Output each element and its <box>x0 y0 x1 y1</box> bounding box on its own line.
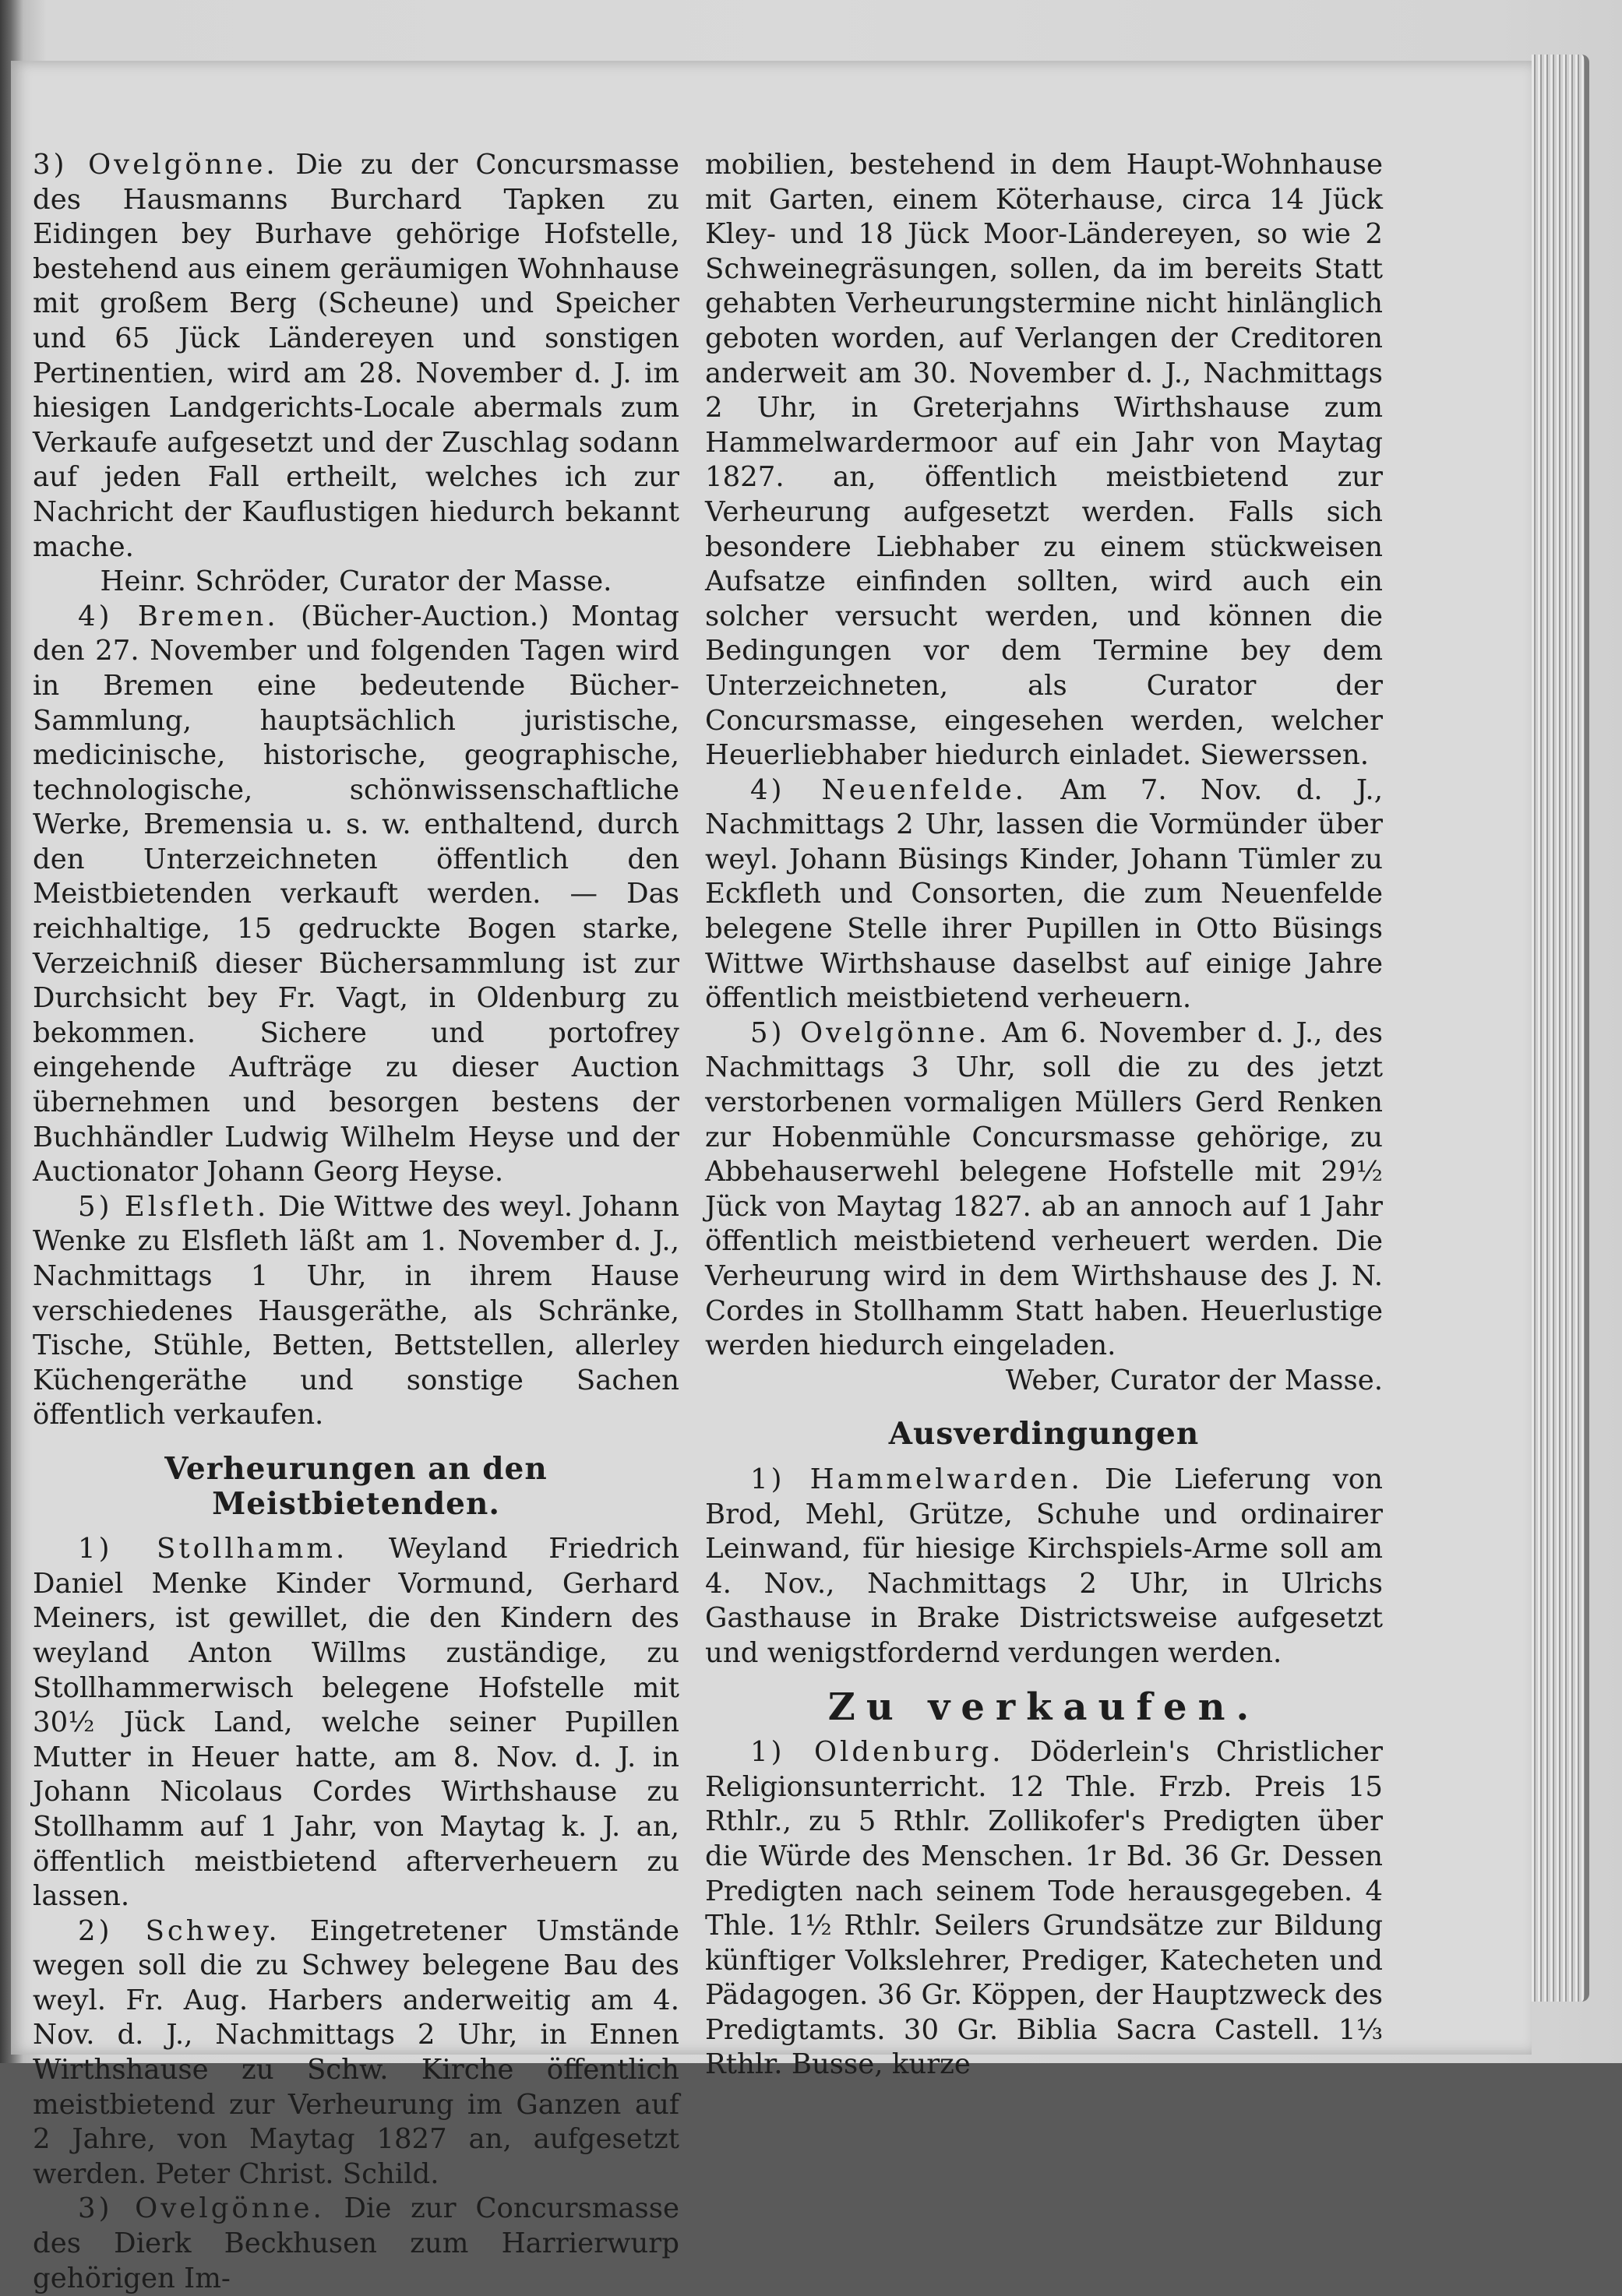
section-heading-zu-verkaufen: Zu verkaufen. <box>827 1685 1261 1729</box>
left-column <box>33 148 679 2296</box>
entry-elsfleth-5 <box>33 1190 679 1433</box>
signature: Heinr. Schröder, Curator der Masse. <box>100 565 612 598</box>
entry-text: (Bücher-Auction.) Montag den 27. November und folgenden Tagen wird in Bremen eine bedeutende Bücher-Sammlung, hauptsächlich juristische, medicinische, historische, geographische, technologische, schönwissenschaftliche Werke, Bremensia u. s. w. enthaltend, durch den Unterzeichneten öffentlich den Meistbietenden verkauft werden. — Das reichhaltige, 15 gedruckte Bogen starke, Verzeichniß dieser Büchersammlung ist zur Durchsicht bey Fr. Vagt, in Oldenburg zu bekommen. Sichere und portofrey eingehende Aufträge zu dieser Auction übernehmen und besorgen bestens der Buchhändler Ludwig Wilhelm Heyse und der Auctionator Johann Georg Heyse. <box>33 600 679 1188</box>
entry-neuenfelde-4 <box>705 773 1383 1016</box>
entry-place: 1) Stollhamm. <box>78 1533 348 1565</box>
entry-place: 5) Ovelgönne. <box>750 1016 990 1049</box>
entry-text: Am 6. November d. J., des Nachmittags 3 Uhr, soll die zu des jetzt verstorbenen vormaligen Müllers Gerd Renken zur Hobenmühle Concursmasse gehörige, zu Abbehauserwehl belegene Hofstelle mit 29½ Jück von Maytag 1827. ab an annoch auf 1 Jahr öffentlich meistbietend verheuert werden. Die Verheurung wird in dem Wirthshause des J. N. Cordes in Stollhamm Statt haben. Heuerlustige werden hiedurch eingeladen. <box>705 1016 1383 1362</box>
entry-ovelgoenne-3b <box>33 2192 679 2296</box>
entry-text: Weyland Friedrich Daniel Menke Kinder Vormund, Gerhard Meiners, ist gewillet, die den Kindern des weyland Anton Willms zuständige, zu Stollhammerwisch belegene Hofstelle mit 30½ Jück Land, welche seiner Pupillen Mutter in Heuer hatte, am 8. Nov. d. J. in Johann Nicolaus Cordes Wirthshause zu Stollhamm auf 1 Jahr, von Maytag k. J. an, öffentlich meistbietend afterverheuern zu lassen. <box>33 1533 679 1913</box>
entry-text: Die Lieferung von Brod, Mehl, Grütze, Schuhe und ordinairer Leinwand, für hiesige Kirchspiels-Arme soll am 4. Nov., Nachmittags 2 Uhr, in Ulrichs Gasthause in Brake Districtsweise aufgesetzt und wenigstfordernd verdungen werden. <box>705 1463 1383 1669</box>
section-heading-ausverdingungen: Ausverdingungen <box>888 1416 1200 1453</box>
entry-text: Die zu der Concursmasse des Hausmanns Burchard Tapken zu Eidingen bey Burhave gehörige Hofstelle, bestehend aus einem geräumigen Wohnhause mit großem Berg (Scheune) und Speicher und 65 Jück Ländereyen und sonstigen Pertinentien, wird am 28. November d. J. im hiesigen Landgerichts-Locale abermals zum Verkaufe aufgesetzt und der Zuschlag sodann auf jeden Fall ertheilt, welches ich zur Nachricht der Kauflustigen hiedurch bekannt mache. <box>33 149 679 563</box>
signature: Weber, Curator der Masse. <box>1005 1364 1383 1396</box>
entry-text: Döderlein's Christlicher Religionsunterricht. 12 Thle. Frzb. Preis 15 Rthlr., zu 5 Rthlr. Zollikofer's Predigten über die Würde des Menschen. 1r Bd. 36 Gr. Dessen Predigten nach seinem Tode herausgegeben. 4 Thle. 1½ Rthlr. Seilers Grundsätze zur Bildung künftiger Volkslehrer, Prediger, Katecheten und Pädagogen. 36 Gr. Köppen, der Hauptzweck des Predigtamts. 30 Gr. Biblia Sacra Castell. 1⅓ Rthlr. Busse, kurze <box>705 1736 1383 2081</box>
entry-ovelgoenne-3 <box>33 148 679 565</box>
section-heading-verheurungen: Verheurungen an den Meistbietenden. <box>164 1450 548 1522</box>
entry-place: 4) Neuenfelde. <box>750 773 1027 806</box>
entry-place: 4) Bremen. <box>78 600 279 632</box>
entry-stollhamm-1 <box>33 1532 679 1914</box>
entry-place: 5) Elsfleth. <box>78 1190 270 1223</box>
entry-bremen-4 <box>33 600 679 1190</box>
entry-text: mobilien, bestehend in dem Haupt-Wohnhause mit Garten, einem Köterhause, circa 14 Jück Kley- und 18 Jück Moor-Ländereyen, so wie 2 Schweinegräsungen, sollen, da im bereits Statt gehabten Verheurungstermine nicht hinlänglich geboten worden, auf Verlangen der Creditoren anderweit am 30. November d. J., Nachmittags 2 Uhr, in Greterjahns Wirthshause zum Hammelwardermoor auf ein Jahr von Maytag 1827. an, öffentlich meistbietend zur Verheurung aufgesetzt werden. Falls sich besondere Liebhaber zu einem stückweisen Aufsatze einfinden sollten, wird auch ein solcher versucht werden, und können die Bedingungen vor dem Termine bey dem Unterzeichneten, als Curator der Concursmasse, eingesehen werden, welcher Heuerliebhaber hiedurch einladet. <box>705 149 1383 772</box>
entry-place: 1) Oldenburg. <box>750 1736 1004 1769</box>
right-column <box>705 148 1383 2083</box>
entry-place: 2) Schwey. <box>78 1914 280 1947</box>
entry-place: 1) Hammelwarden. <box>750 1463 1083 1495</box>
entry-place: 3) Ovelgönne. <box>33 149 278 181</box>
entry-text: Am 7. Nov. d. J., Nachmittags 2 Uhr, lassen die Vormünder über weyl. Johann Büsings Kinder, Johann Tümler zu Eckfleth und Consorten, die zum Neuenfelde belegene Stelle ihrer Pupillen in Otto Büsings Wittwe Wirthshause daselbst auf einige Jahre öffentlich meistbietend verheuern. <box>705 773 1383 1015</box>
entry-schwey-2 <box>33 1914 679 2192</box>
entry-ovelgoenne-5 <box>705 1016 1383 1364</box>
entry-hammelwarden-1 <box>705 1463 1383 1671</box>
entry-place: 3) Ovelgönne. <box>78 2192 325 2225</box>
entry-text: Die zur Concursmasse des Dierk Beckhusen zum Harrierwurp gehörigen Im- <box>33 2192 679 2294</box>
entry-oldenburg-1 <box>705 1735 1383 2083</box>
entry-ovelgoenne-3b-continued <box>705 148 1383 773</box>
page-edge <box>1532 55 1589 2002</box>
signature: Peter Christ. Schild. <box>155 2157 439 2190</box>
entry-text: Eingetretener Umstände wegen soll die zu Schwey belegene Bau des weyl. Fr. Aug. Harbers anderweitig am 4. Nov. d. J., Nachmittags 2 Uhr, in Ennen Wirthshause zu Schw. Kirche öffentlich meistbietend zur Verheurung im Ganzen auf 2 Jahre, von Maytag 1827 an, aufgesetzt werden. <box>33 1914 679 2190</box>
signature: Siewerssen. <box>1200 739 1370 772</box>
entry-text: Die Wittwe des weyl. Johann Wenke zu Elsfleth läßt am 1. November d. J., Nachmittags 1 Uhr, in ihrem Hause verschiedenes Hausgeräthe, als Schränke, Tische, Stühle, Betten, Bettstellen, allerley Küchengeräthe und sonstige Sachen öffentlich verkaufen. <box>33 1190 679 1431</box>
